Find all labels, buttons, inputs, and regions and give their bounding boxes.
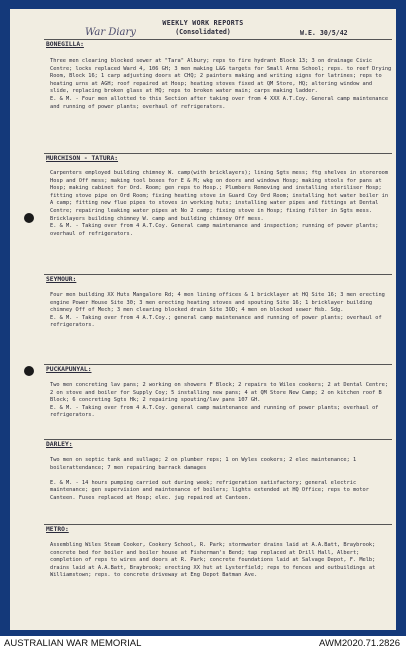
divider bbox=[44, 364, 392, 365]
section-text-darley: Two men on septic tank and sullage; 2 on plumber reps; 1 on Wyles cookers; 2 elec maintenance; 1 boilerattendance; 7 men repairing barrack damages E. & M. - 14 hours pumping carried out during week; refrigeration satisfactory; general electric maintenance; gen supervision and maintenance of boilers; lights extended at HQ Office; reps to motor Canteen. Fuses replaced at Hosp; elec. jug repaired at Canteen. bbox=[50, 457, 369, 501]
report-reference: W.E. 30/5/42 bbox=[300, 29, 348, 37]
section-heading-metro: METRO: bbox=[46, 526, 69, 533]
divider bbox=[44, 524, 392, 525]
report-title: WEEKLY WORK REPORTS bbox=[162, 19, 244, 27]
report-subtitle: (Consolidated) bbox=[175, 28, 231, 36]
footer-institution: AUSTRALIAN WAR MEMORIAL bbox=[4, 638, 142, 649]
section-heading-murchison-tatura: MURCHISON - TATURA: bbox=[46, 155, 119, 162]
section-heading-darley: DARLEY: bbox=[46, 441, 73, 448]
section-heading-seymour: SEYMOUR: bbox=[46, 276, 77, 283]
footer-accession-number: AWM2020.71.2826 bbox=[319, 638, 400, 649]
handwritten-note: War Diary bbox=[85, 27, 136, 38]
divider bbox=[44, 153, 392, 154]
section-text-seymour: Four men building XX Huts Mangalore Rd; 4 men lining offices & 1 bricklayer at HQ Site 16; 3 men erecting engine Power House Site 30; 3 men erecting heating stoves and spouting Site 16; 1 bricklayer building chimney Off of Mech; 3 men clearing blocked drain Site 3OD; 4 men on blocked sewer Hsb. Sdg. E. & M. - Taking over from 4 A.T.Coy.; general camp maintenance and running of power plants; overhaul of refrigerators. bbox=[50, 292, 385, 329]
punch-hole bbox=[24, 213, 34, 223]
section-heading-bonegilla: BONEGILLA: bbox=[46, 41, 84, 48]
punch-hole bbox=[24, 366, 34, 376]
section-text-puckapunyal: Two men concreting lav pans; 2 working on showers F Block; 2 repairs to Wiles cookers; 2 at Dental Centre; 2 on stove and boiler for Supply Coy; 5 installing new pans; 4 at QM Store New Camp; 2 on kitchen roof B Block; 6 concreting Sgts Hk; 2 repairing spouting/lav pans 107 GH. E. & M. - Taking over from 4 A.T.Coy. general camp maintenance and running of power plants; overhaul of refrigerators. bbox=[50, 382, 389, 419]
section-text-murchison-tatura: Carpenters employed building chimney W. camp(with bricklayers); lining Sgts mess; ftg shelves in storeroom Hosp and Off mess; making tool boxes for E & M; wkg on doors and windows Hosp; making stools for pans at Hosp; making cabinet for Ord. Room; gen reps to Hosp.; Plumbers Removing and installing steriliser Hosp; fitting stove pipe on Ord Room; fixing heating stove in Guard Coy Ord Room; installing hot water boiler in A camp; fitting new flue pipes to stoves in working huts; installing water pipes and fittings at Dental Centre; repairing leaking water pipes at No 2 camp; fixing stove in Hosp; fixing filter in Sgts mess. Bricklayers building chimney W. camp and building chimney Off mess. E. & M. - Taking over from 4 A.T.Coy. General camp maintenance and inspection; running of power plants; overhaul of refrigerators. bbox=[50, 170, 389, 237]
section-text-bonegilla: Three men clearing blocked sewer at "Tara" Albury; reps to fire hydrant Block 13; 3 on drainage Civic Centre; locks replaced Ward 4, 106 GH; 3 men making L&G targets for Small Arms School; reps. to reef Drying Room, Block 16; 1 carp adjusting doors at CHQ; 2 painters making and writing signs for latrines; reps to heating urns at AGH; roof repaired at Hosp; heating stoves fixed at QM Store, HQ; altering window and slide, replacing broken glass at HQ; reps to broken water main; carps making ladder. E. & M. - Four men allotted to this Section after taking over from 4 XXX A.T.Coy. General camp maintenance and running of power plants; overhaul of refrigerators. bbox=[50, 58, 392, 110]
divider bbox=[44, 39, 392, 40]
divider bbox=[44, 439, 392, 440]
section-heading-puckapunyal: PUCKAPUNYAL: bbox=[46, 366, 92, 373]
divider bbox=[44, 274, 392, 275]
section-text-metro: Assembling Wiles Steam Cooker, Cookery School, R. Park; stormwater drains laid at A.A.Batt, Braybrook; concrete bed for boiler and boiler house at Fisherman's Bend; tap replaced at Drill Hall, Albert; completion of reps to wires and doors at R. Park; concrete foundations laid at Salvage Depot, F. Melb; drains laid at A.A.Batt, Braybrook; erecting XX hut at Lysterfield; reps to fences and outbuildings at Williamstown; reps. to concrete driveway at Eng Depot Batman Ave. bbox=[50, 542, 379, 579]
document-page bbox=[10, 9, 396, 630]
